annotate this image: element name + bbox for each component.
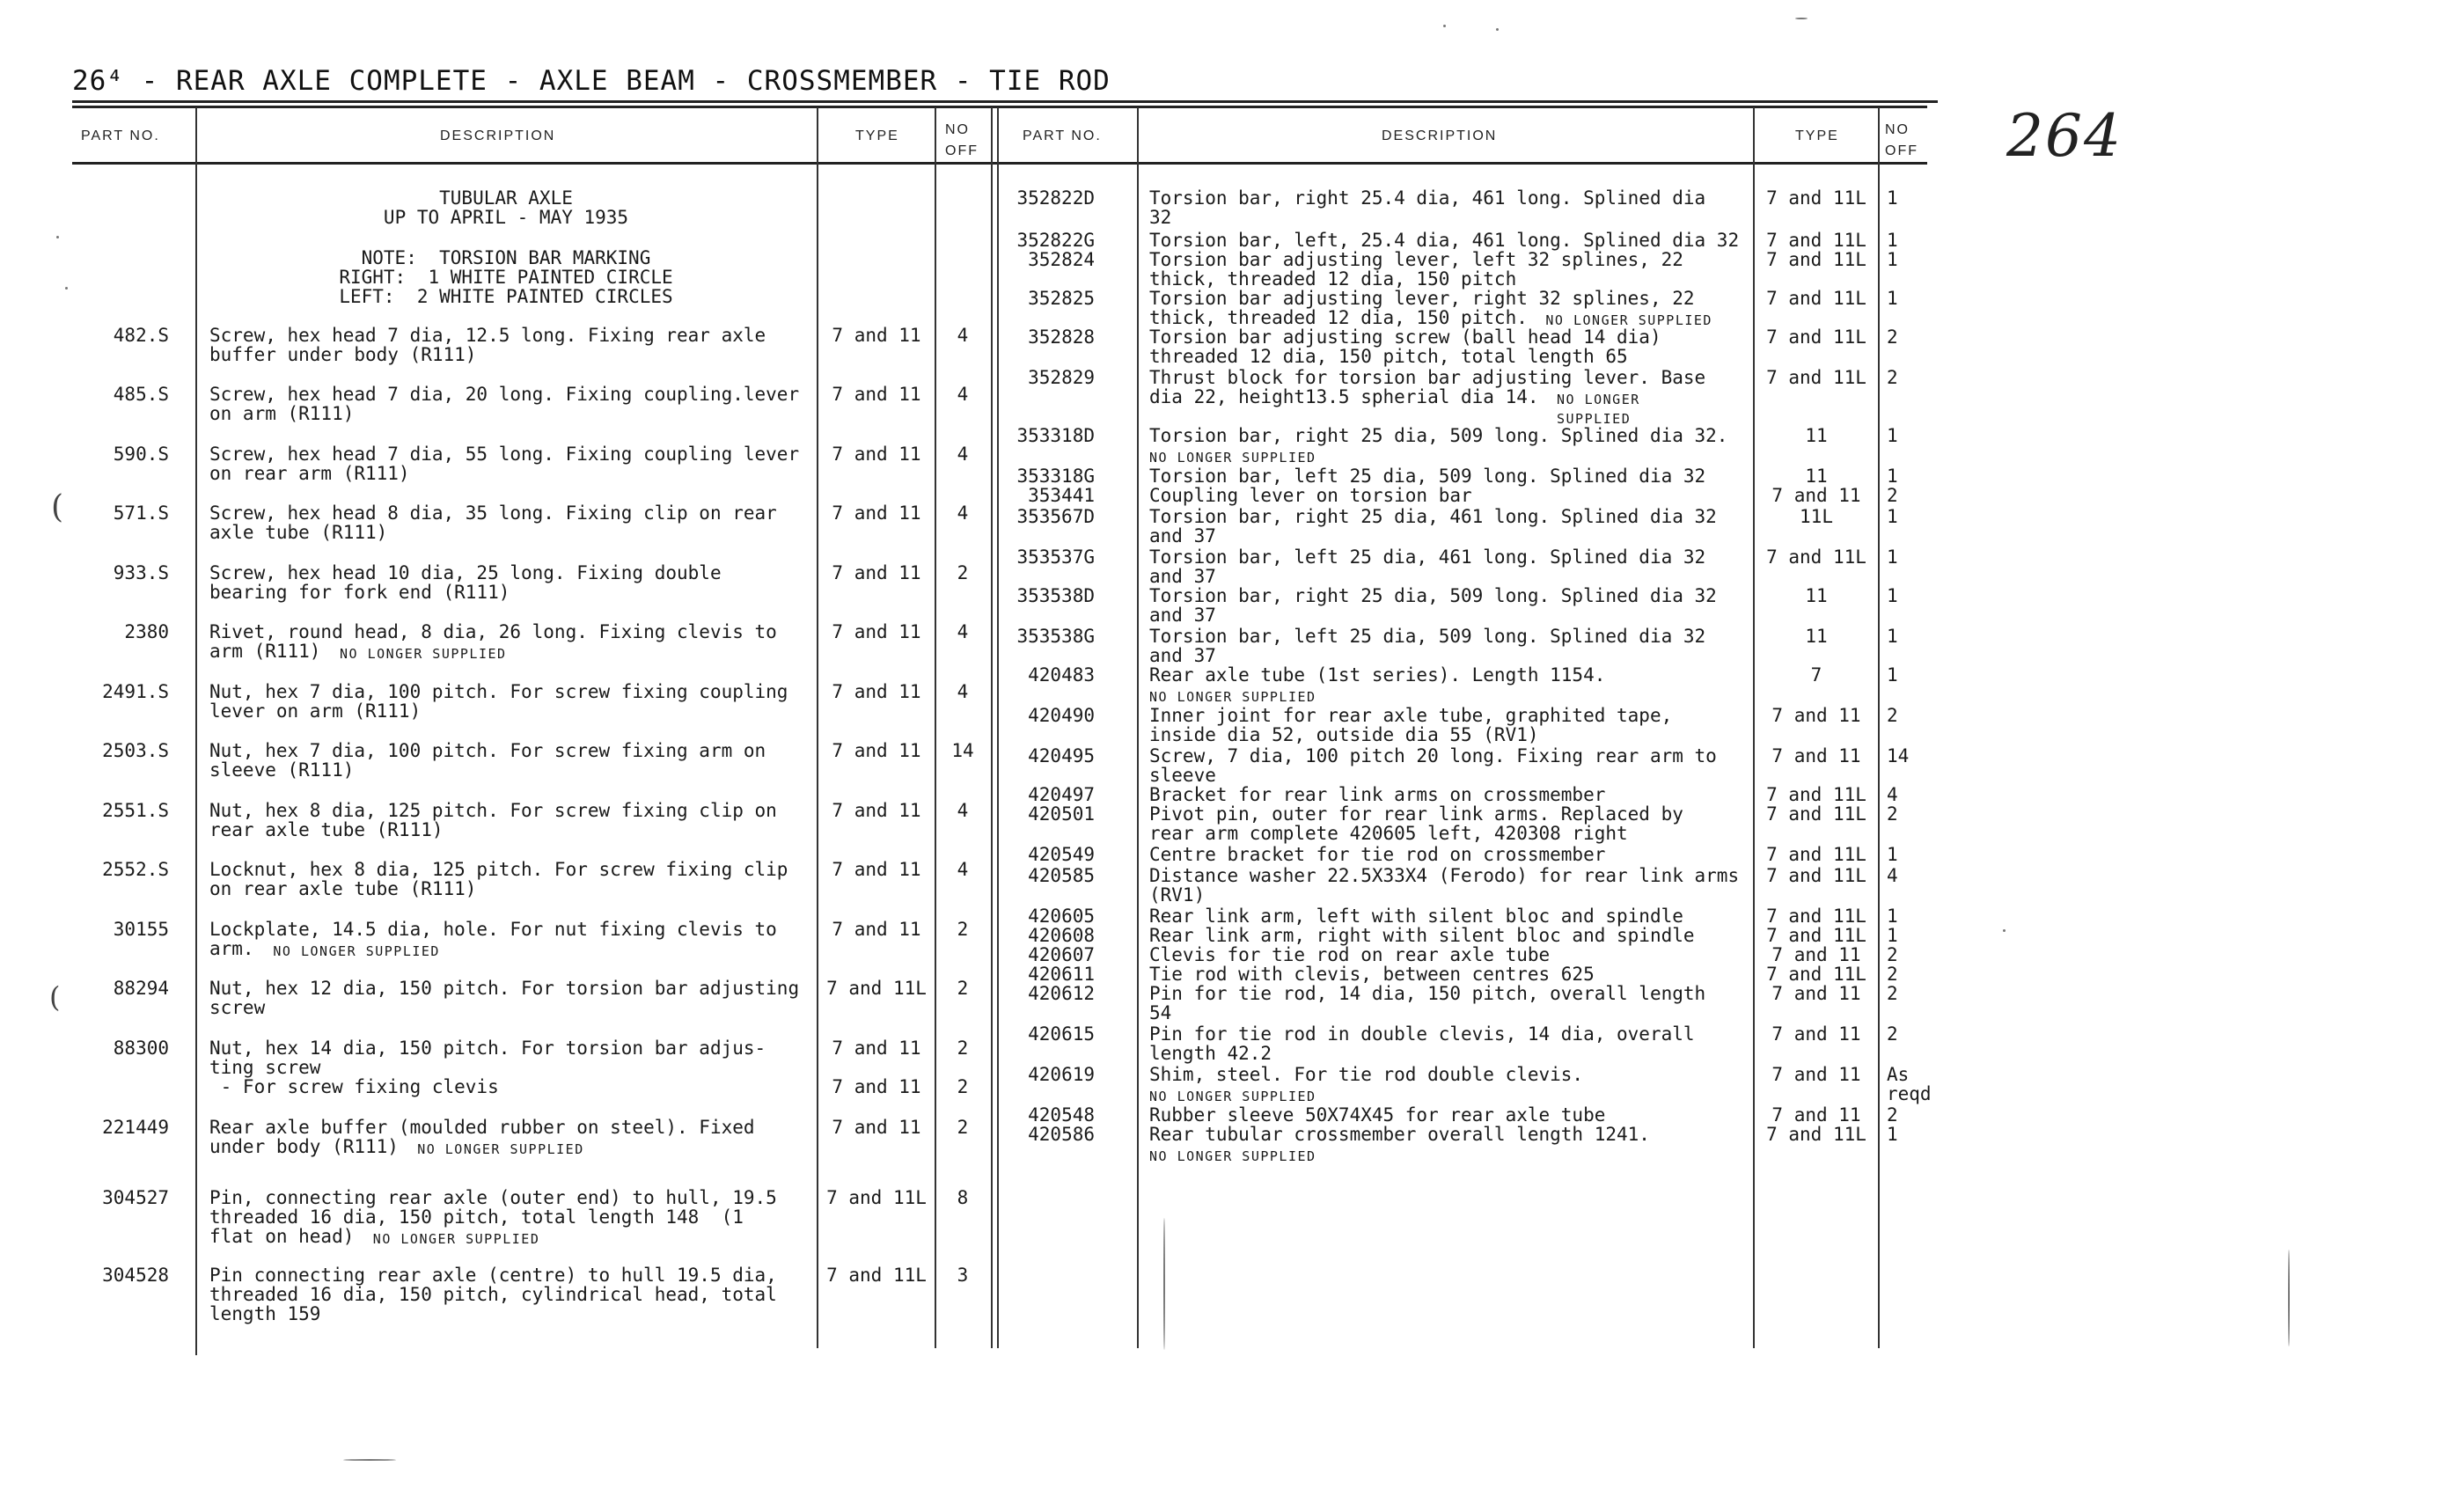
part-description: Pin, connecting rear axle (outer end) to hull, 19.5 threaded 16 dia, 150 pitch, total length 148 (1 flat on head) [209, 1187, 777, 1247]
type-value: 7 and 11L [1766, 925, 1866, 946]
title-underline [72, 100, 1938, 103]
part-description: Clevis for tie rod on rear axle tube [1149, 944, 1551, 965]
scan-speck [1795, 18, 1808, 19]
part-number: 420611 [1028, 964, 1095, 985]
type-value: 7 and 11 [832, 1038, 921, 1059]
section-subheading: UP TO APRIL - MAY 1935 [383, 207, 629, 228]
part-description: Pin for tie rod in double clevis, 14 dia, overall length 42.2 [1149, 1023, 1695, 1064]
type-value: 11 [1805, 585, 1828, 606]
part-number: 420607 [1028, 944, 1095, 965]
type-value: 7 and 11 [1771, 485, 1861, 506]
no-off-value: 14 [1887, 745, 1910, 766]
part-description: Torsion bar, right 25 dia, 509 long. Splined dia 32 and 37 [1149, 585, 1717, 626]
type-value: 11 [1805, 425, 1828, 446]
part-description: Bracket for rear link arms on crossmember [1149, 784, 1606, 805]
no-off-value: 4 [957, 444, 969, 465]
part-description: Nut, hex 8 dia, 125 pitch. For screw fixing clip on rear axle tube (R111) [209, 800, 777, 840]
part-number: 933.S [113, 562, 169, 583]
type-value: 7 and 11L [826, 1265, 927, 1286]
type-value: 7 and 11 [832, 1076, 921, 1097]
type-value: 7 and 11L [1766, 865, 1866, 886]
part-number: 221449 [102, 1117, 169, 1138]
part-number: 88300 [113, 1038, 169, 1059]
no-off-value: 1 [1887, 1124, 1898, 1145]
no-off-value: 2 [1887, 964, 1898, 985]
part-description: Nut, hex 7 dia, 100 pitch. For screw fixing arm on sleeve (R111) [209, 740, 766, 781]
part-number: 420501 [1028, 803, 1095, 825]
note-line: RIGHT: 1 WHITE PAINTED CIRCLE [339, 267, 673, 288]
part-description: Screw, hex head 7 dia, 12.5 long. Fixing rear axle buffer under body (R111) [209, 325, 766, 365]
part-description: Rear axle tube (1st series). Length 1154. [1149, 664, 1606, 686]
part-description: Rubber sleeve 50X74X45 for rear axle tube [1149, 1104, 1606, 1126]
no-off-value: 2 [957, 1117, 969, 1138]
part-number: 420483 [1028, 664, 1095, 686]
type-value: 7 and 11 [832, 444, 921, 465]
part-number: 353538G [1016, 626, 1095, 647]
type-value: 7 and 11 [1771, 745, 1861, 766]
part-number: 352824 [1028, 249, 1095, 270]
part-number: 420585 [1028, 865, 1095, 886]
part-number: 590.S [113, 444, 169, 465]
type-value: 7 and 11 [832, 681, 921, 702]
part-number: 353441 [1028, 485, 1095, 506]
header-bottom-rule [72, 162, 1927, 165]
no-off-value: 1 [1887, 230, 1898, 251]
part-number: 352825 [1028, 288, 1095, 309]
part-number: 2551.S [102, 800, 169, 821]
part-description: Pin connecting rear axle (centre) to hull 19.5 dia, threaded 16 dia, 150 pitch, cylindrical head, total length 159 [209, 1265, 777, 1324]
part-description: Torsion bar adjusting lever, left 32 splines, 22 thick, threaded 12 dia, 150 pitch [1149, 249, 1683, 290]
part-description: Rear axle buffer (moulded rubber on steel). Fixed under body (R111) [209, 1117, 755, 1157]
type-value: 7 and 11 [1771, 705, 1861, 726]
header-type: TYPE [855, 128, 899, 143]
part-description: Nut, hex 14 dia, 150 pitch. For torsion bar adjus- ting screw [209, 1038, 766, 1078]
scan-speck [343, 1459, 396, 1461]
part-number: 485.S [113, 384, 169, 405]
no-off-value: 1 [1887, 844, 1898, 865]
scan-mark: ( [49, 980, 61, 1014]
no-longer-supplied-note: NO LONGER SUPPLIED [1149, 689, 1316, 705]
no-off-value: 1 [1887, 664, 1898, 686]
type-value: 7 and 11 [832, 740, 921, 761]
part-description: Centre bracket for tie rod on crossmember [1149, 844, 1606, 865]
part-description: - For screw fixing clevis [209, 1076, 499, 1097]
header-no-off: NO OFF [1885, 122, 1918, 158]
header-type: TYPE [1795, 128, 1839, 143]
type-value: 7 and 11L [1766, 964, 1866, 985]
type-value: 7 and 11L [1766, 249, 1866, 270]
type-value: 7 and 11 [1771, 1104, 1861, 1126]
type-value: 7 and 11L [1766, 1124, 1866, 1145]
scan-speck [65, 287, 68, 290]
part-number: 420612 [1028, 983, 1095, 1004]
part-description: Torsion bar adjusting screw (ball head 14 dia) threaded 12 dia, 150 pitch, total length 65 [1149, 326, 1661, 367]
part-number: 2491.S [102, 681, 169, 702]
part-description: Shim, steel. For tie rod double clevis. [1149, 1064, 1584, 1085]
no-off-value: 1 [1887, 288, 1898, 309]
no-off-value: 1 [1887, 906, 1898, 927]
type-value: 7 and 11 [832, 859, 921, 880]
part-description: Lockplate, 14.5 dia, hole. For nut fixing clevis to arm. [209, 919, 777, 959]
part-number: 304527 [102, 1187, 169, 1208]
header-description: DESCRIPTION [440, 128, 556, 143]
part-description: Inner joint for rear axle tube, graphited tape, inside dia 52, outside dia 55 (RV1) [1149, 705, 1673, 745]
part-description: Torsion bar, left, 25.4 dia, 461 long. Splined dia 32 [1149, 230, 1740, 251]
no-off-value: 1 [1887, 249, 1898, 270]
type-value: 7 and 11L [1766, 803, 1866, 825]
no-off-value: 2 [1887, 367, 1898, 388]
col-divider [195, 107, 197, 1355]
part-description: Torsion bar, left 25 dia, 461 long. Splined dia 32 and 37 [1149, 546, 1706, 587]
no-off-value: 1 [1887, 425, 1898, 446]
type-value: 7 and 11 [1771, 944, 1861, 965]
no-off-value: 2 [1887, 326, 1898, 348]
scan-speck [2003, 929, 2006, 932]
type-value: 7 and 11L [1766, 844, 1866, 865]
part-number: 420608 [1028, 925, 1095, 946]
part-description: Rear link arm, right with silent bloc and spindle [1149, 925, 1695, 946]
part-description: Pin for tie rod, 14 dia, 150 pitch, overall length 54 [1149, 983, 1706, 1023]
header-part-no: PART NO. [81, 128, 160, 143]
no-off-value: 2 [957, 919, 969, 940]
part-number: 2380 [124, 621, 169, 642]
part-number: 353567D [1016, 506, 1095, 527]
no-longer-supplied-note: NO LONGER SUPPLIED [273, 943, 440, 959]
scan-speck [2288, 1250, 2290, 1346]
no-longer-supplied-note: NO LONGER SUPPLIED [417, 1141, 584, 1157]
part-number: 352828 [1028, 326, 1095, 348]
part-description: Tie rod with clevis, between centres 625 [1149, 964, 1595, 985]
part-number: 420549 [1028, 844, 1095, 865]
header-description: DESCRIPTION [1382, 128, 1498, 143]
type-value: 7 and 11L [1766, 326, 1866, 348]
type-value: 7 and 11 [832, 621, 921, 642]
no-off-value: 2 [957, 1076, 969, 1097]
part-number: 353537G [1016, 546, 1095, 568]
scan-speck [1163, 1218, 1165, 1350]
type-value: 7 and 11 [832, 1117, 921, 1138]
no-off-value: 1 [1887, 626, 1898, 647]
part-description: Distance washer 22.5X33X4 (Ferodo) for rear link arms (RV1) [1149, 865, 1740, 906]
col-divider [997, 107, 999, 1348]
no-off-value: 4 [1887, 865, 1898, 886]
no-off-value: 4 [957, 800, 969, 821]
type-value: 11 [1805, 626, 1828, 647]
header-part-no: PART NO. [1023, 128, 1102, 143]
no-longer-supplied-note: NO LONGER SUPPLIED [1149, 450, 1316, 466]
part-description: Torsion bar, left 25 dia, 509 long. Splined dia 32 [1149, 466, 1706, 487]
type-value: 7 and 11 [1771, 1064, 1861, 1085]
no-off-value: 2 [1887, 1104, 1898, 1126]
col-divider [1878, 107, 1880, 1348]
no-off-value: 2 [1887, 705, 1898, 726]
note-line: LEFT: 2 WHITE PAINTED CIRCLES [339, 286, 673, 307]
no-off-value: As reqd [1887, 1064, 1932, 1104]
col-divider [935, 107, 936, 1348]
part-description: Coupling lever on torsion bar [1149, 485, 1472, 506]
type-value: 7 and 11L [1766, 288, 1866, 309]
type-value: 7 and 11 [832, 384, 921, 405]
no-off-value: 2 [957, 1038, 969, 1059]
no-off-value: 2 [957, 562, 969, 583]
part-description: Screw, hex head 10 dia, 25 long. Fixing double bearing for fork end (R111) [209, 562, 722, 603]
no-longer-supplied-note: NO LONGER SUPPLIED [1557, 392, 1640, 427]
no-off-value: 1 [1887, 506, 1898, 527]
scan-mark: ( [51, 489, 64, 525]
part-number: 420615 [1028, 1023, 1095, 1045]
type-value: 7 and 11L [1766, 187, 1866, 209]
no-off-value: 1 [1887, 925, 1898, 946]
part-number: 353318G [1016, 466, 1095, 487]
part-number: 571.S [113, 502, 169, 524]
part-number: 420605 [1028, 906, 1095, 927]
part-number: 353318D [1016, 425, 1095, 446]
part-number: 420497 [1028, 784, 1095, 805]
no-longer-supplied-note: NO LONGER SUPPLIED [340, 646, 507, 662]
note-line: NOTE: TORSION BAR MARKING [361, 247, 651, 268]
no-off-value: 14 [951, 740, 974, 761]
no-off-value: 4 [957, 384, 969, 405]
page-title: 26⁴ - REAR AXLE COMPLETE - AXLE BEAM - CROSSMEMBER - TIE ROD [72, 65, 1111, 97]
no-off-value: 4 [957, 681, 969, 702]
type-value: 11 [1805, 466, 1828, 487]
type-value: 7 and 11L [826, 1187, 927, 1208]
type-value: 7 and 11L [1766, 546, 1866, 568]
type-value: 7 [1810, 664, 1822, 686]
part-number: 420495 [1028, 745, 1095, 766]
part-description: Rear link arm, left with silent bloc and spindle [1149, 906, 1683, 927]
col-divider [817, 107, 818, 1348]
no-off-value: 4 [957, 502, 969, 524]
type-value: 7 and 11L [1766, 230, 1866, 251]
part-number: 420548 [1028, 1104, 1095, 1126]
header-no-off: NO OFF [945, 122, 979, 158]
no-longer-supplied-note: NO LONGER SUPPLIED [1545, 312, 1712, 328]
part-number: 353538D [1016, 585, 1095, 606]
part-description: Nut, hex 7 dia, 100 pitch. For screw fixing coupling lever on arm (R111) [209, 681, 788, 722]
type-value: 7 and 11 [832, 919, 921, 940]
scan-speck [1443, 25, 1446, 27]
no-off-value: 2 [1887, 803, 1898, 825]
part-number: 2503.S [102, 740, 169, 761]
no-longer-supplied-note: NO LONGER SUPPLIED [1149, 1148, 1316, 1164]
part-number: 420619 [1028, 1064, 1095, 1085]
type-value: 7 and 11 [1771, 983, 1861, 1004]
header-top-rule [72, 106, 1927, 108]
part-number: 420490 [1028, 705, 1095, 726]
part-number: 304528 [102, 1265, 169, 1286]
type-value: 7 and 11 [1771, 1023, 1861, 1045]
no-off-value: 1 [1887, 187, 1898, 209]
part-description: Torsion bar, left 25 dia, 509 long. Splined dia 32 and 37 [1149, 626, 1706, 666]
part-description: Screw, hex head 7 dia, 55 long. Fixing coupling lever on rear arm (R111) [209, 444, 800, 484]
part-description: Torsion bar adjusting lever, right 32 splines, 22 thick, threaded 12 dia, 150 pitch. [1149, 288, 1695, 328]
section-heading: TUBULAR AXLE [439, 187, 573, 209]
no-off-value: 2 [1887, 485, 1898, 506]
part-description: Thrust block for torsion bar adjusting lever. Base dia 22, height13.5 spherial dia 14. [1149, 367, 1706, 407]
part-number: 352829 [1028, 367, 1095, 388]
handwritten-page-number: 264 [2006, 102, 2123, 170]
no-off-value: 1 [1887, 585, 1898, 606]
type-value: 7 and 11L [1766, 367, 1866, 388]
type-value: 7 and 11 [832, 562, 921, 583]
part-number: 420586 [1028, 1124, 1095, 1145]
no-off-value: 2 [1887, 944, 1898, 965]
no-off-value: 4 [957, 859, 969, 880]
part-number: 352822G [1016, 230, 1095, 251]
part-number: 30155 [113, 919, 169, 940]
no-longer-supplied-note: NO LONGER SUPPLIED [372, 1231, 540, 1247]
type-value: 11L [1800, 506, 1833, 527]
part-description: Rear tubular crossmember overall length 1241. [1149, 1124, 1650, 1145]
no-off-value: 4 [957, 325, 969, 346]
scan-speck [56, 236, 59, 238]
part-number: 88294 [113, 978, 169, 999]
no-off-value: 8 [957, 1187, 969, 1208]
type-value: 7 and 11L [1766, 784, 1866, 805]
no-off-value: 4 [1887, 784, 1898, 805]
type-value: 7 and 11 [832, 325, 921, 346]
part-description: Torsion bar, right 25 dia, 461 long. Splined dia 32 and 37 [1149, 506, 1717, 546]
part-description: Screw, 7 dia, 100 pitch 20 long. Fixing rear arm to sleeve [1149, 745, 1717, 786]
col-divider [991, 107, 993, 1348]
no-off-value: 3 [957, 1265, 969, 1286]
type-value: 7 and 11 [832, 800, 921, 821]
type-value: 7 and 11 [832, 502, 921, 524]
col-divider [1753, 107, 1755, 1348]
no-off-value: 1 [1887, 466, 1898, 487]
part-description: Nut, hex 12 dia, 150 pitch. For torsion bar adjusting screw [209, 978, 800, 1018]
no-off-value: 2 [1887, 983, 1898, 1004]
no-longer-supplied-note: NO LONGER SUPPLIED [1149, 1089, 1316, 1104]
scan-speck [1496, 28, 1499, 31]
part-description: Torsion bar, right 25.4 dia, 461 long. Splined dia 32 [1149, 187, 1706, 228]
part-description: Pivot pin, outer for rear link arms. Replaced by rear arm complete 420605 left, 420308 right [1149, 803, 1683, 844]
part-number: 482.S [113, 325, 169, 346]
no-off-value: 2 [957, 978, 969, 999]
no-off-value: 1 [1887, 546, 1898, 568]
part-description: Screw, hex head 8 dia, 35 long. Fixing clip on rear axle tube (R111) [209, 502, 777, 543]
no-off-value: 2 [1887, 1023, 1898, 1045]
part-number: 2552.S [102, 859, 169, 880]
col-divider [1137, 107, 1139, 1348]
part-number: 352822D [1016, 187, 1095, 209]
part-description: Torsion bar, right 25 dia, 509 long. Splined dia 32. [1149, 425, 1728, 446]
type-value: 7 and 11L [826, 978, 927, 999]
type-value: 7 and 11L [1766, 906, 1866, 927]
part-description: Rivet, round head, 8 dia, 26 long. Fixing clevis to arm (R111) [209, 621, 777, 662]
part-description: Screw, hex head 7 dia, 20 long. Fixing coupling.lever on arm (R111) [209, 384, 800, 424]
part-description: Locknut, hex 8 dia, 125 pitch. For screw fixing clip on rear axle tube (R111) [209, 859, 788, 899]
no-off-value: 4 [957, 621, 969, 642]
